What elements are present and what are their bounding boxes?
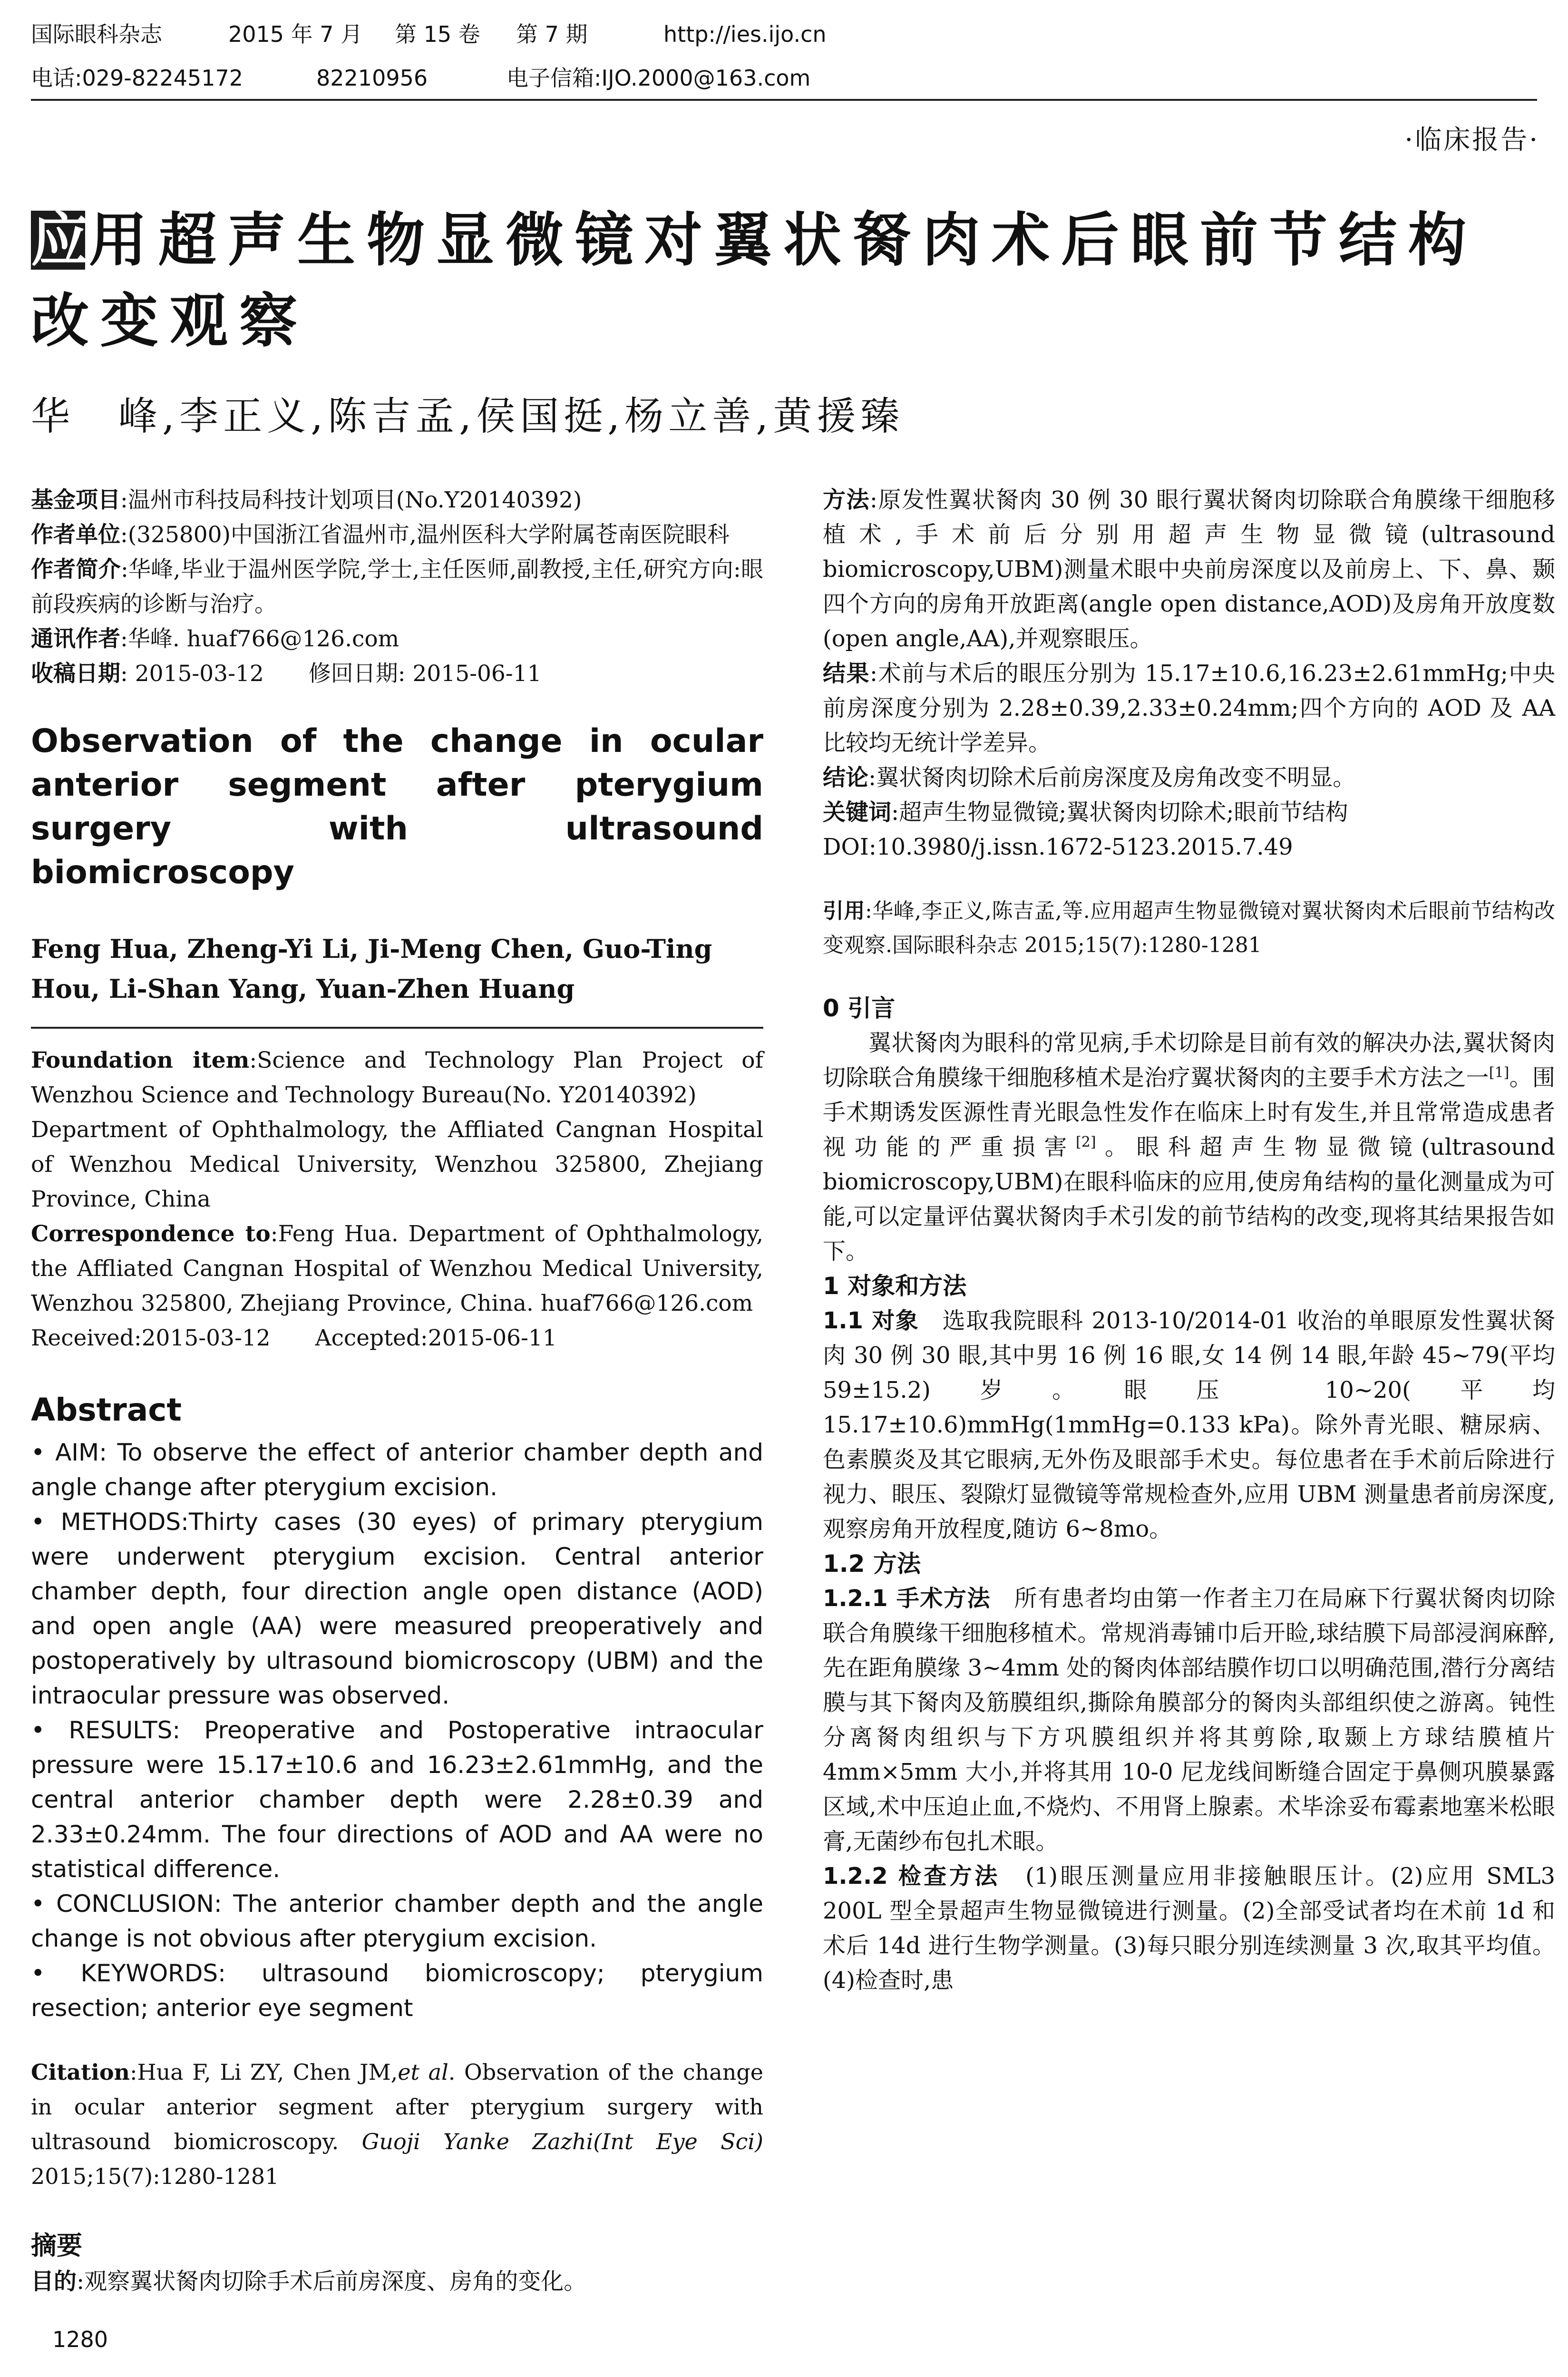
citation-label: Citation [31, 2059, 130, 2085]
info-cn-correspondence [31, 622, 763, 656]
section-1-heading: 1 对象和方法 [823, 1272, 967, 1300]
intro-text: 。围手术期诱发医源性青光眼急性发作在临床上时有发生,并且常常造成患者视功能的严重损害 [823, 1064, 1555, 1160]
intro-text: 。眼科超声生物显微镜(ultrasound biomicroscopy,UBM)在眼科临床的应用,使房角结构的量化测量成为可能,可以定量评估翼状胬肉手术引发的前节结构的改变,现将其结果报告如下。 [823, 1134, 1555, 1265]
journal-phone: 电话:029-82245172 [31, 65, 243, 91]
info-label: 基金项目 [31, 487, 120, 513]
section-1-2-2 [823, 1859, 1555, 1998]
citation-label: 引用 [823, 899, 865, 923]
abstract-text: :观察翼状胬肉切除手术后前房深度、房角的变化。 [77, 2268, 587, 2295]
divider [31, 1027, 763, 1029]
info-text: :温州市科技局科技计划项目(No.Y20140392) [120, 487, 582, 513]
journal-email[interactable]: 电子信箱:IJO.2000@163.com [506, 65, 811, 91]
info-en-department [31, 1112, 763, 1217]
volume: 第 15 卷 [395, 21, 480, 47]
intro-paragraph [823, 1026, 1555, 1269]
cn-abstract-heading: 摘要 [31, 2231, 82, 2260]
abstract-label: • CONCLUSION [31, 1890, 214, 1918]
subsection-label: 1.2.1 手术方法 [823, 1585, 991, 1612]
abstract-label: 结果 [823, 660, 870, 687]
doi[interactable]: DOI:10.3980/j.issn.1672-5123.2015.7.49 [823, 834, 1293, 860]
info-cn-funding [31, 483, 763, 517]
section-1-2-heading: 1.2 方法 [823, 1550, 921, 1578]
info-label: Foundation item [31, 1047, 250, 1073]
title-rest: 用超声生物显微镜对翼状胬肉术后眼前节结构改变观察 [31, 206, 1478, 355]
abstract-text: :术前与术后的眼压分别为 15.17±10.6,16.23±2.61mmHg;中央前房深度分别为 2.28±0.39,2.33±0.24mm;四个方向的 AOD 及 AA 比较均无统计学差异。 [823, 660, 1555, 756]
abstract-methods [31, 1505, 763, 1713]
info-label: 收稿日期 [31, 661, 120, 687]
abstract-label: • KEYWORDS [31, 1959, 218, 1987]
spacer [823, 963, 1555, 991]
abstract-heading: Abstract [31, 1392, 182, 1428]
section-1-1 [823, 1304, 1555, 1547]
english-authors: Feng Hua, Zheng-Yi Li, Ji-Meng Chen, Guo-Ting Hou, Li-Shan Yang, Yuan-Zhen Huang [31, 934, 712, 1004]
authors-cn: 华 峰,李正义,陈吉孟,侯国挺,杨立善,黄援臻 [31, 394, 905, 439]
abstract-text: :原发性翼状胬肉 30 例 30 眼行翼状胬肉切除联合角膜缘干细胞移植术,手术前后分别用超声生物显微镜(ultrasound biomicroscopy,UBM)测量术眼中央前房深度以及前房上、下、鼻、颞四个方向的房角开放距离(angle open distance,AOD)及房角开放度数(open angle,AA),并观察眼压。 [823, 487, 1555, 652]
citation-text: :华峰,李正义,陈吉孟,等.应用超声生物显微镜对翼状胬肉术后眼前节结构改变观察.国际眼科杂志 2015;15(7):1280-1281 [823, 899, 1555, 957]
cn-abstract-conclusion [823, 760, 1555, 795]
journal-phone-2: 82210956 [316, 65, 428, 91]
abstract-text: : Preoperative and Postoperative intraocular pressure were 15.17±10.6 and 16.23±2.61mmHg, and the central anterior chamber depth were 2.28±0.39 and 2.33±0.24mm. The four directions of AOD and AA were no statistical difference. [31, 1716, 763, 1883]
info-en-dates [31, 1321, 763, 1355]
intro-heading: 0 引言 [823, 994, 896, 1022]
reference-2[interactable]: [2] [1076, 1134, 1096, 1150]
section-label: ·临床报告· [1404, 125, 1539, 156]
page-number: 1280 [52, 2327, 108, 2352]
info-text: Department of Ophthalmology, the Affliated Cangnan Hospital of Wenzhou Medical University, Wenzhou 325800, Zhejiang Province, China [31, 1117, 763, 1212]
subsection-text: 所有患者均由第一作者主刀在局麻下行翼状胬肉切除联合角膜缘干细胞移植术。常规消毒铺巾后开睑,球结膜下局部浸润麻醉,先在距角膜缘 3~4mm 处的胬肉体部结膜作切口以明确范围,潜行分离结膜与其下胬肉及筋膜组织,撕除角膜部分的胬肉头部组织使之游离。钝性分离胬肉组织与下方巩膜组织并将其剪除,取颞上方球结膜植片 4mm×5mm 大小,并将其用 10-0 尼龙线间断缝合固定于鼻侧巩膜暴露区域,术中压迫止血,不烧灼、不用肾上腺素。术毕涂妥布霉素地塞米松眼膏,无菌纱布包扎术眼。 [823, 1585, 1555, 1855]
abstract-label: 关键词 [823, 799, 892, 826]
intro-text: 翼状胬肉为眼科的常见病,手术切除是目前有效的解决办法,翼状胬肉切除联合角膜缘干细胞移植术是治疗翼状胬肉的主要手术方法之一 [823, 1030, 1555, 1091]
info-en-foundation [31, 1043, 763, 1112]
info-text: :Feng Hua. Department of Ophthalmology, the Affliated Cangnan Hospital of Wenzhou Medical University, Wenzhou 325800, Zhejiang Province, China. huaf766@126.com [31, 1221, 764, 1316]
cn-abstract-results [823, 656, 1555, 760]
info-text: Received:2015-03-12 Accepted:2015-06-11 [31, 1325, 557, 1351]
header-rule [31, 99, 1537, 101]
title-initial: 应 [31, 206, 89, 274]
abstract-text: :超声生物显微镜;翼状胬肉切除术;眼前节结构 [891, 799, 1348, 826]
journal-name: 国际眼科杂志 [31, 21, 162, 47]
abstract-text: : The anterior chamber depth and the angle change is not obvious after pterygium excision. [31, 1890, 763, 1952]
issue: 第 7 期 [516, 21, 588, 47]
info-text: :(325800)中国浙江省温州市,温州医科大学附属苍南医院眼科 [120, 522, 730, 548]
info-cn-dates [31, 656, 763, 691]
abstract-text: : To observe the effect of anterior chamber depth and angle change after pterygium excision. [31, 1439, 763, 1501]
info-label: 作者简介 [31, 556, 121, 583]
subsection-label: 1.2.2 检查方法 [823, 1863, 1000, 1890]
info-label: 通讯作者 [31, 626, 120, 652]
abstract-keywords [31, 1956, 763, 2026]
journal-url[interactable]: http://ies.ijo.cn [663, 21, 827, 47]
abstract-label: 结论 [823, 764, 869, 791]
section-1-2-1 [823, 1581, 1555, 1859]
abstract-results [31, 1713, 763, 1887]
abstract-text: :翼状胬肉切除术后前房深度及房角改变不明显。 [868, 764, 1356, 791]
subsection-text: (1)眼压测量应用非接触眼压计。(2)应用 SML3 200L 型全景超声生物显微镜进行测量。(2)全部受试者均在术前 1d 和术后 14d 进行生物学测量。(3)每只眼分别连续测量 3 次,取其平均值。(4)检查时,患 [823, 1863, 1555, 1994]
cn-abstract-methods [823, 483, 1555, 656]
left-column [31, 483, 763, 2299]
info-label: Correspondence to [31, 1221, 271, 1247]
abstract-text: :Thirty cases (30 eyes) of primary pterygium were underwent pterygium excision. Central anterior chamber depth, four direction angle open distance (AOD) and open angle (AA) were measured preoperatively and postoperatively by ultrasound biomicroscopy (UBM) and the intraocular pressure was observed. [31, 1508, 763, 1709]
info-cn-affiliation [31, 517, 763, 552]
info-text: :华峰. huaf766@126.com [120, 626, 399, 652]
info-cn-bio [31, 552, 763, 622]
abstract-aim [31, 1435, 763, 1505]
subsection-label: 1.1 对象 [823, 1307, 919, 1334]
citation-en [31, 2055, 763, 2194]
cn-abstract-aim [31, 2264, 763, 2299]
citation-journal: Guoji Yanke Zazhi(Int Eye Sci) [361, 2129, 763, 2154]
info-text: :Science and Technology Plan Project of Wenzhou Science and Technology Bureau(No. Y20140392) [31, 1047, 764, 1108]
abstract-label: 方法 [823, 487, 870, 513]
abstract-text: : ultrasound biomicroscopy; pterygium resection; anterior eye segment [31, 1959, 763, 2022]
issue-date: 2015 年 7 月 [228, 21, 363, 47]
info-en-correspondence [31, 1217, 763, 1321]
citation-text: . Observation of the change in ocular anterior segment after pterygium surgery with ultrasound biomicroscopy. [31, 2059, 764, 2154]
article-title [31, 200, 1539, 361]
info-text: : 2015-03-12 修回日期: 2015-06-11 [120, 661, 542, 687]
info-label: 作者单位 [31, 522, 120, 548]
cn-abstract-keywords [823, 795, 1555, 830]
citation-text: 2015;15(7):1280-1281 [31, 2163, 279, 2189]
abstract-conclusion [31, 1887, 763, 1956]
english-title: Observation of the change in ocular anterior segment after pterygium surgery with ultrasound biomicroscopy [31, 722, 763, 891]
citation-cn [823, 894, 1555, 963]
abstract-label: • RESULTS [31, 1716, 173, 1744]
abstract-label: • METHODS [31, 1508, 181, 1536]
citation-etal: et al [398, 2059, 448, 2085]
info-text: :华峰,毕业于温州医学院,学士,主任医师,副教授,主任,研究方向:眼前段疾病的诊断与治疗。 [31, 556, 764, 617]
right-column [823, 483, 1555, 1998]
abstract-label: 目的 [31, 2268, 77, 2295]
abstract-label: • AIM [31, 1439, 99, 1466]
reference-1[interactable]: [1] [1489, 1064, 1510, 1081]
subsection-text: 选取我院眼科 2013-10/2014-01 收治的单眼原发性翼状胬肉 30 例 30 眼,其中男 16 例 16 眼,女 14 例 14 眼,年龄 45~79(平均 59±15.2)岁。眼压 10~20(平均 15.17±10.6)mmHg(1mmHg=0.133 kPa)。除外青光眼、糖尿病、色素膜炎及其它眼病,无外伤及眼部手术史。每位患者在手术前后除进行视力、眼压、裂隙灯显微镜等常规检查外,应用 UBM 测量患者前房深度,观察房角开放程度,随访 6~8mo。 [823, 1307, 1555, 1542]
citation-text: :Hua F, Li ZY, Chen JM, [130, 2059, 398, 2085]
